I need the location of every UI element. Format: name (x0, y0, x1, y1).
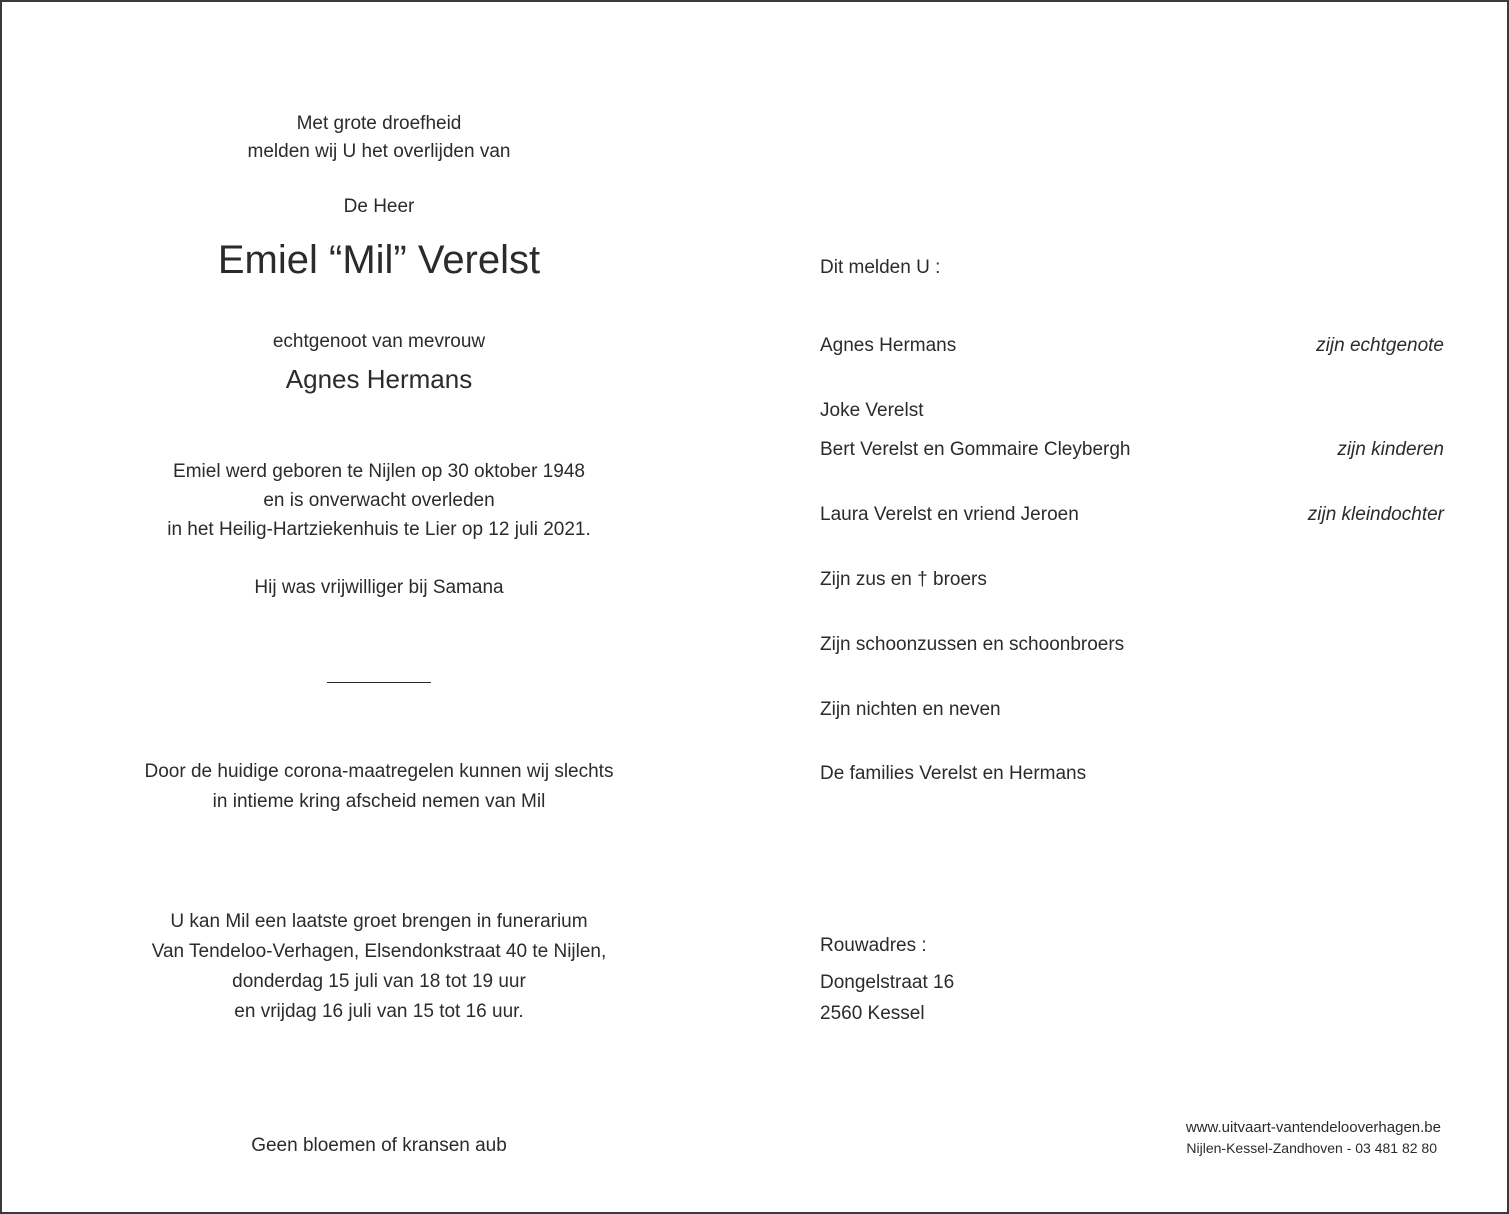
address-city: 2560 Kessel (820, 1003, 925, 1024)
family-name: De families Verelst en Hermans (820, 763, 1087, 784)
intro-line-2: melden wij U het overlijden van (247, 141, 511, 162)
spouse-name: Agnes Hermans (285, 364, 473, 394)
corona-line-2: in intieme kring afscheid nemen van Mil (212, 791, 546, 812)
bio-line-1: Emiel werd geboren te Nijlen op 30 oktober 1948 (173, 461, 585, 482)
volunteer-line: Hij was vrijwilliger bij Samana (254, 577, 504, 598)
visit-line-2: Van Tendeloo-Verhagen, Elsendonkstraat 40 te Nijlen, (151, 941, 607, 962)
intro-line-1: Met grote droefheid (296, 113, 462, 134)
announce-heading: Dit melden U : (820, 257, 941, 278)
address-label: Rouwadres : (820, 935, 927, 956)
family-relation: zijn kinderen (1337, 439, 1444, 460)
family-relation: zijn kleindochter (1307, 504, 1444, 525)
family-relation: zijn echtgenote (1316, 335, 1444, 356)
family-name: Agnes Hermans (820, 335, 957, 356)
funeral-home-contact: Nijlen-Kessel-Zandhoven - 03 481 82 80 (1186, 1140, 1437, 1156)
flowers-note: Geen bloemen of kransen aub (251, 1135, 507, 1156)
family-name: Zijn zus en † broers (820, 569, 987, 590)
visit-line-4: en vrijdag 16 juli van 15 tot 16 uur. (234, 1001, 524, 1022)
visit-line-1: U kan Mil een laatste groet brengen in funerarium (170, 911, 588, 932)
spouse-intro: echtgenoot van mevrouw (272, 331, 486, 352)
family-name: Zijn nichten en neven (820, 699, 1001, 720)
bio-line-3: in het Heilig-Hartziekenhuis te Lier op 12 juli 2021. (167, 519, 591, 540)
honorific: De Heer (343, 196, 415, 217)
visit-line-3: donderdag 15 juli van 18 tot 19 uur (232, 971, 526, 992)
deceased-name: Emiel “Mil” Verelst (217, 238, 541, 282)
family-name: Bert Verelst en Gommaire Cleybergh (820, 439, 1131, 460)
family-name: Laura Verelst en vriend Jeroen (820, 504, 1079, 525)
divider-line (327, 682, 431, 683)
family-name: Zijn schoonzussen en schoonbroers (820, 634, 1125, 655)
family-name: Joke Verelst (820, 400, 924, 421)
bio-line-2: en is onverwacht overleden (263, 490, 495, 511)
website-link[interactable]: www.uitvaart-vantendelooverhagen.be (1185, 1119, 1441, 1136)
address-street: Dongelstraat 16 (820, 972, 955, 993)
corona-line-1: Door de huidige corona-maatregelen kunnen wij slechts (144, 761, 614, 782)
